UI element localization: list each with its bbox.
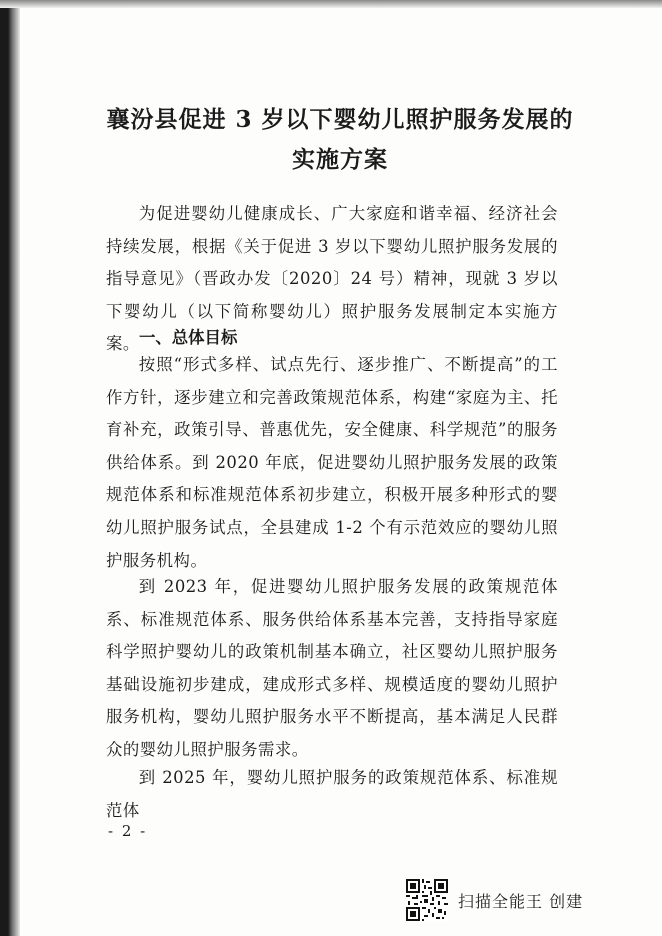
title-line-2: 实施方案 — [292, 146, 388, 173]
scanner-app-label: 扫描全能王 创建 — [458, 891, 584, 911]
document-title — [90, 100, 590, 180]
scan-shadow-left — [0, 0, 20, 936]
section-heading: 一、总体目标 — [139, 328, 238, 347]
qr-code-icon — [406, 879, 448, 921]
paragraph-2025: 到 2025 年，婴幼儿照护服务的政策规范体系、标准规范体 — [106, 768, 558, 820]
paragraph-2023: 到 2023 年，促进婴幼儿照护服务发展的政策规范体系、标准规范体系、服务供给体系基本完善，支持指导家庭科学照护婴幼儿的政策机制基本确立，社区婴幼儿照护服务基础设施初步建成，建成形式多样、规模适度的婴幼儿照护服务机构，婴幼儿照护服务水平不断提高，基本满足人民群众的婴幼儿照护服务需求。 — [106, 577, 558, 759]
title-line-1: 襄汾县促进 3 岁以下婴幼儿照护服务发展的 — [106, 106, 574, 133]
scan-shadow-top — [0, 0, 662, 8]
scanner-watermark — [406, 880, 583, 920]
goal-paragraph: 按照“形式多样、试点先行、逐步推广、不断提高”的工作方针，逐步建立和完善政策规范体系，构建“家庭为主、托育补充，政策引导、普惠优先，安全健康、科学规范”的服务供给体系。到 2020 年底，促进婴幼儿照护服务发展的政策规范体系和标准规范体系初步建立，积极开展多种形式的婴幼儿照护服务试点，全县建成 1-2 个有示范效应的婴幼儿照护服务机构。 — [106, 355, 558, 570]
intro-paragraph: 为促进婴幼儿健康成长、广大家庭和谐幸福、经济社会持续发展，根据《关于促进 3 岁以下婴幼儿照护服务发展的指导意见》（晋政办发〔2020〕24 号）精神，现就 3 岁以下婴幼儿（以下简称婴幼儿）照护服务发展制定本实施方案。 — [106, 204, 558, 354]
page-number: - 2 - — [108, 822, 148, 840]
